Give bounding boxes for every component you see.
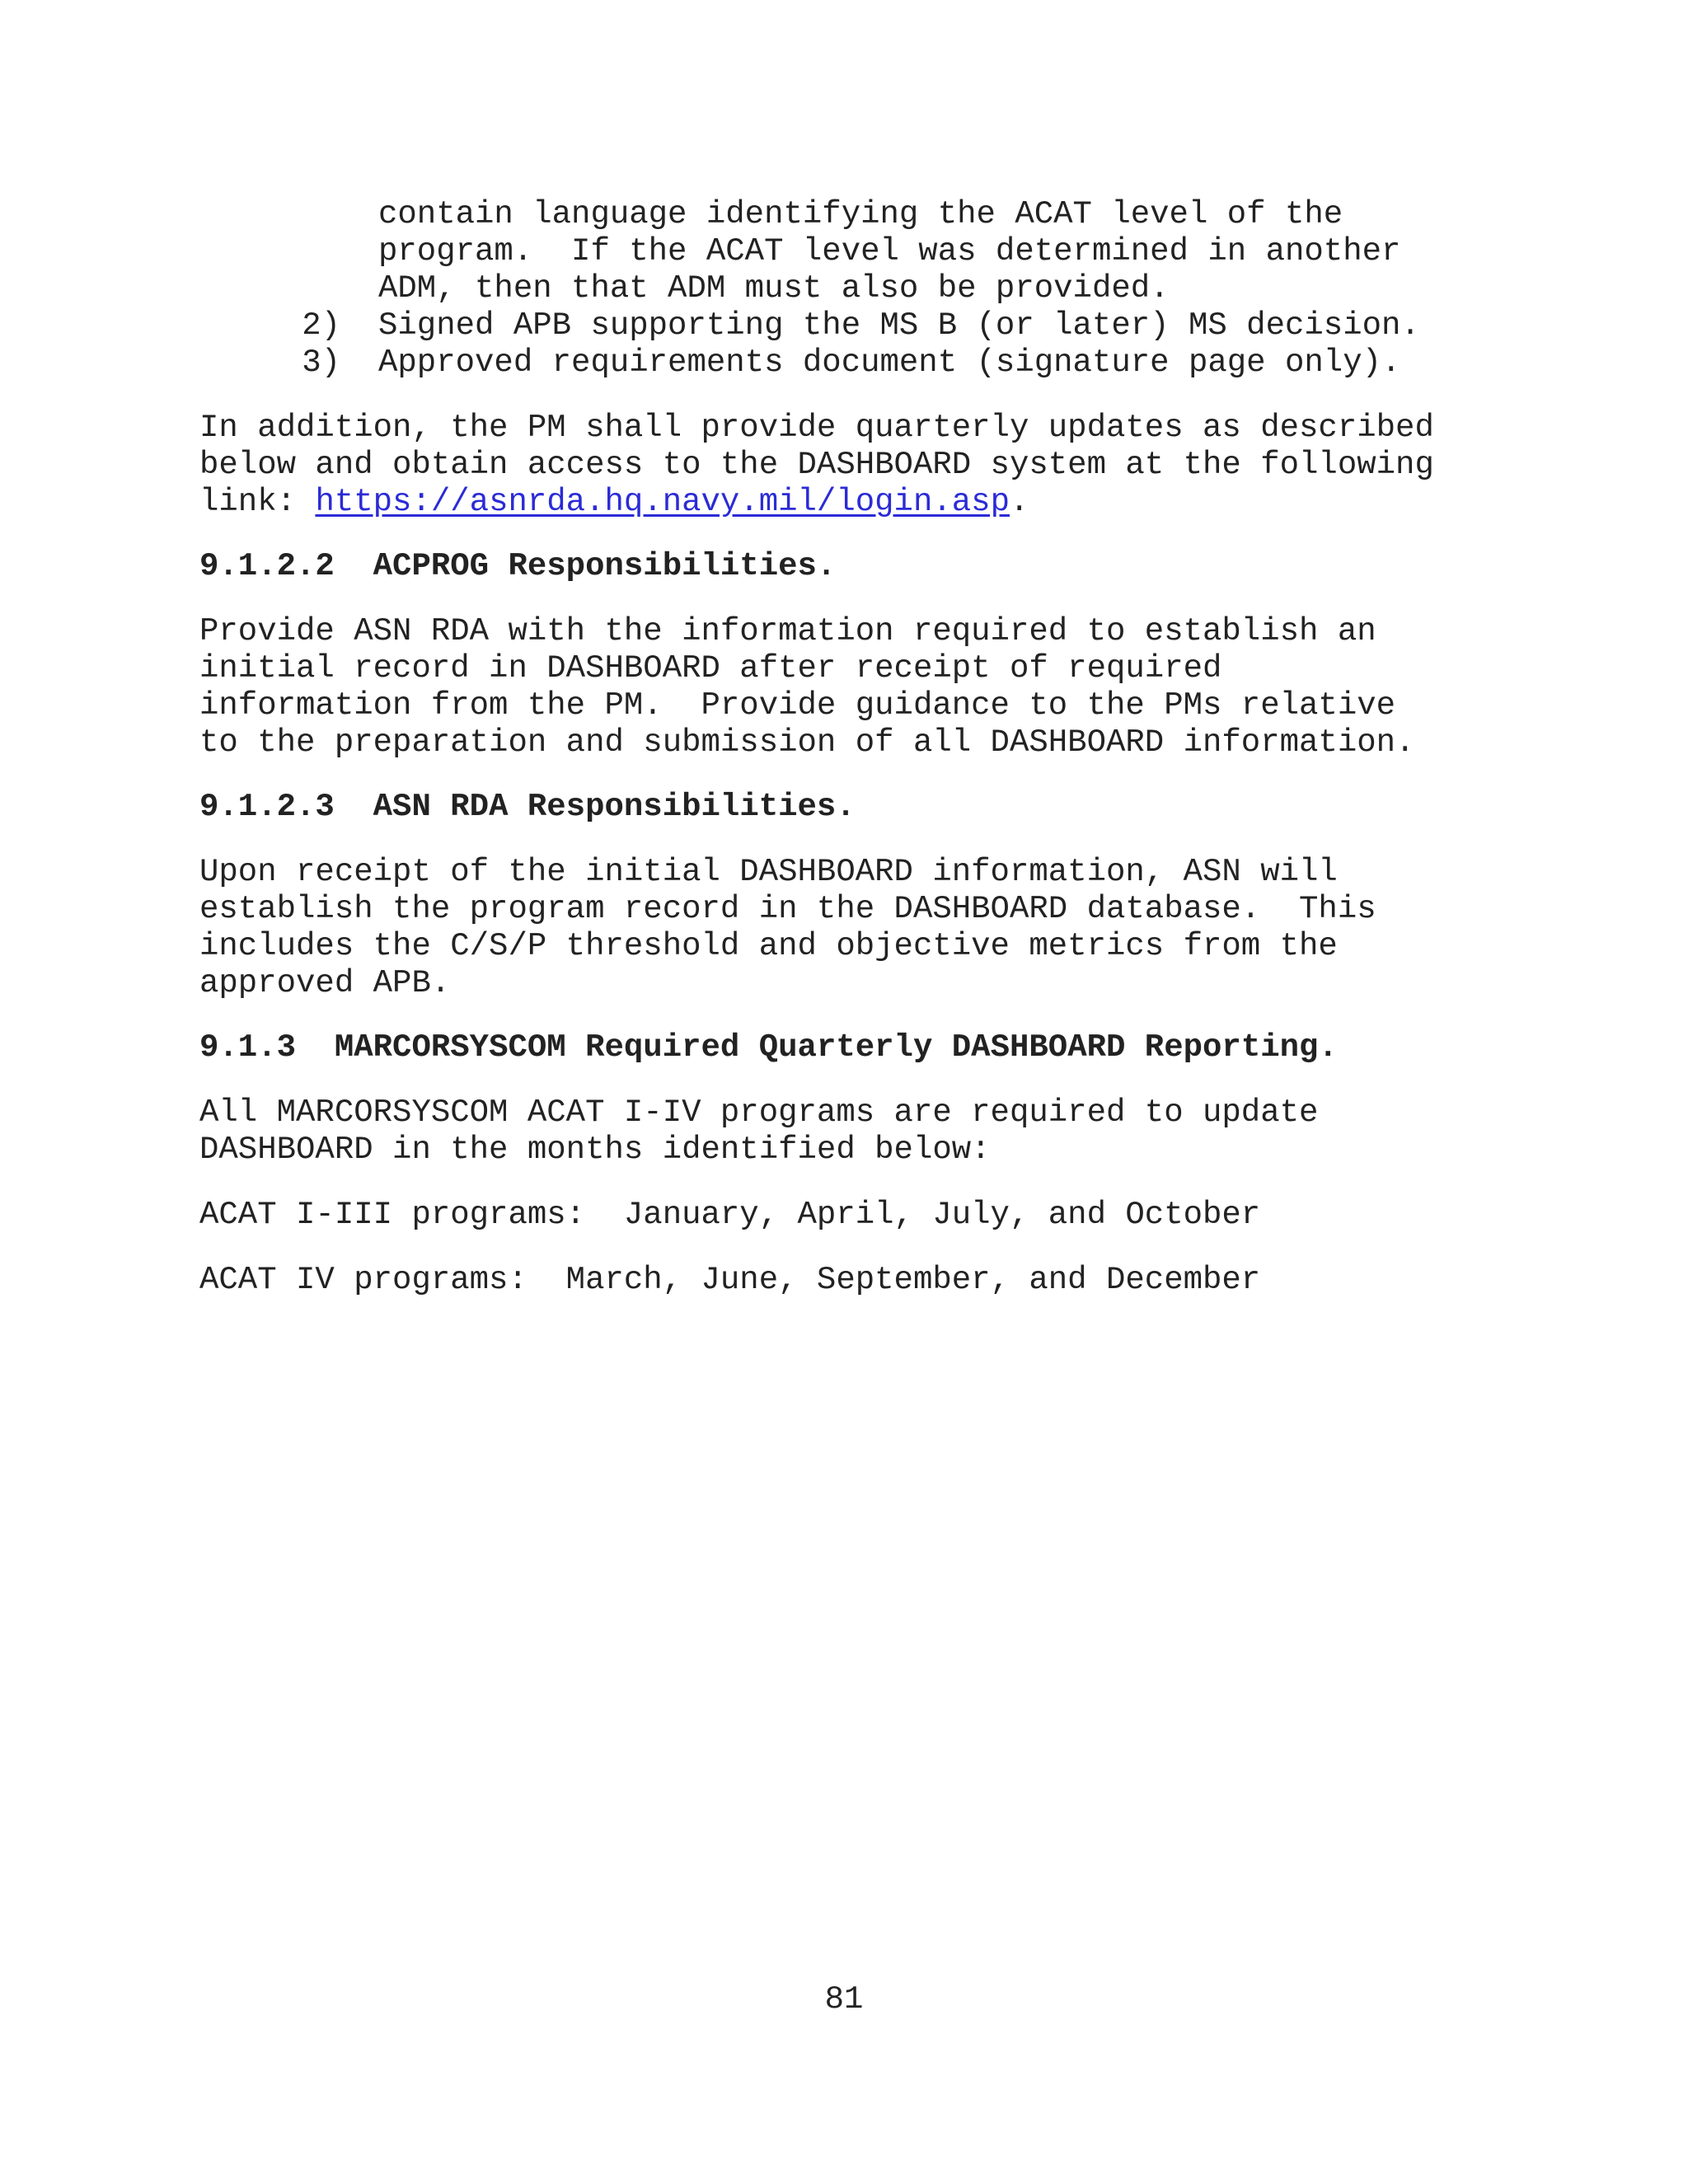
addition-paragraph bbox=[199, 410, 1535, 521]
section-title: MARCORSYSCOM Required Quarterly DASHBOARD Reporting. bbox=[334, 1029, 1338, 1066]
paragraph-line: information from the PM. Provide guidance to the PMs relative bbox=[199, 687, 1396, 724]
list-item-continuation-line: ADM, then that ADM must also be provided. bbox=[378, 270, 1170, 307]
link-prefix: link: bbox=[199, 484, 316, 520]
paragraph-line: DASHBOARD in the months identified below: bbox=[199, 1132, 991, 1168]
paragraph-line: Provide ASN RDA with the information required to establish an bbox=[199, 613, 1376, 649]
paragraph-line: All MARCORSYSCOM ACAT I-IV programs are required to update bbox=[199, 1094, 1319, 1131]
paragraph-line: initial record in DASHBOARD after receipt of required bbox=[199, 650, 1222, 687]
paragraph-line: establish the program record in the DASHBOARD database. This bbox=[199, 891, 1376, 927]
list-item bbox=[199, 344, 1535, 382]
paragraph-line-with-link bbox=[199, 484, 1535, 521]
list-item-continuation-line: contain language identifying the ACAT level of the bbox=[378, 196, 1343, 232]
paragraph-line: Upon receipt of the initial DASHBOARD information, ASN will bbox=[199, 854, 1338, 890]
page-content bbox=[199, 196, 1535, 1299]
list-item-number: 3) bbox=[302, 344, 340, 381]
section-number: 9.1.2.2 bbox=[199, 548, 335, 584]
list-item-text: Signed APB supporting the MS B (or later) MS decision. bbox=[378, 307, 1420, 344]
section-number: 9.1.3 bbox=[199, 1029, 297, 1066]
paragraph-line: to the preparation and submission of all DASHBOARD information. bbox=[199, 724, 1415, 761]
section-title: ACPROG Responsibilities. bbox=[373, 548, 837, 584]
section-title: ASN RDA Responsibilities. bbox=[373, 789, 856, 825]
list-item-text: Approved requirements document (signature page only). bbox=[378, 344, 1401, 381]
paragraph-line: In addition, the PM shall provide quarterly updates as described bbox=[199, 410, 1434, 446]
list-item bbox=[199, 307, 1535, 344]
list-item-number: 2) bbox=[302, 307, 340, 344]
page-number: 81 bbox=[824, 1981, 864, 2018]
link-suffix: . bbox=[1009, 484, 1029, 520]
acat-4-schedule: ACAT IV programs: March, June, September, and December bbox=[199, 1262, 1261, 1298]
section-number: 9.1.2.3 bbox=[199, 789, 335, 825]
dashboard-login-link[interactable]: https://asnrda.hq.navy.mil/login.asp bbox=[315, 484, 1010, 520]
list-item-continuation-line: program. If the ACAT level was determined in another bbox=[378, 233, 1401, 269]
section-heading-9122 bbox=[199, 548, 1535, 585]
asn-rda-paragraph bbox=[199, 854, 1535, 1002]
acat-1-3-schedule: ACAT I-III programs: January, April, July, and October bbox=[199, 1197, 1261, 1233]
section-heading-9123 bbox=[199, 789, 1535, 826]
paragraph-line: includes the C/S/P threshold and objective metrics from the bbox=[199, 928, 1338, 964]
acprog-paragraph bbox=[199, 613, 1535, 762]
section-heading-913 bbox=[199, 1029, 1535, 1066]
marcorsyscom-paragraph bbox=[199, 1094, 1535, 1169]
paragraph-line: below and obtain access to the DASHBOARD system at the following bbox=[199, 447, 1434, 483]
paragraph-line: approved APB. bbox=[199, 965, 451, 1001]
